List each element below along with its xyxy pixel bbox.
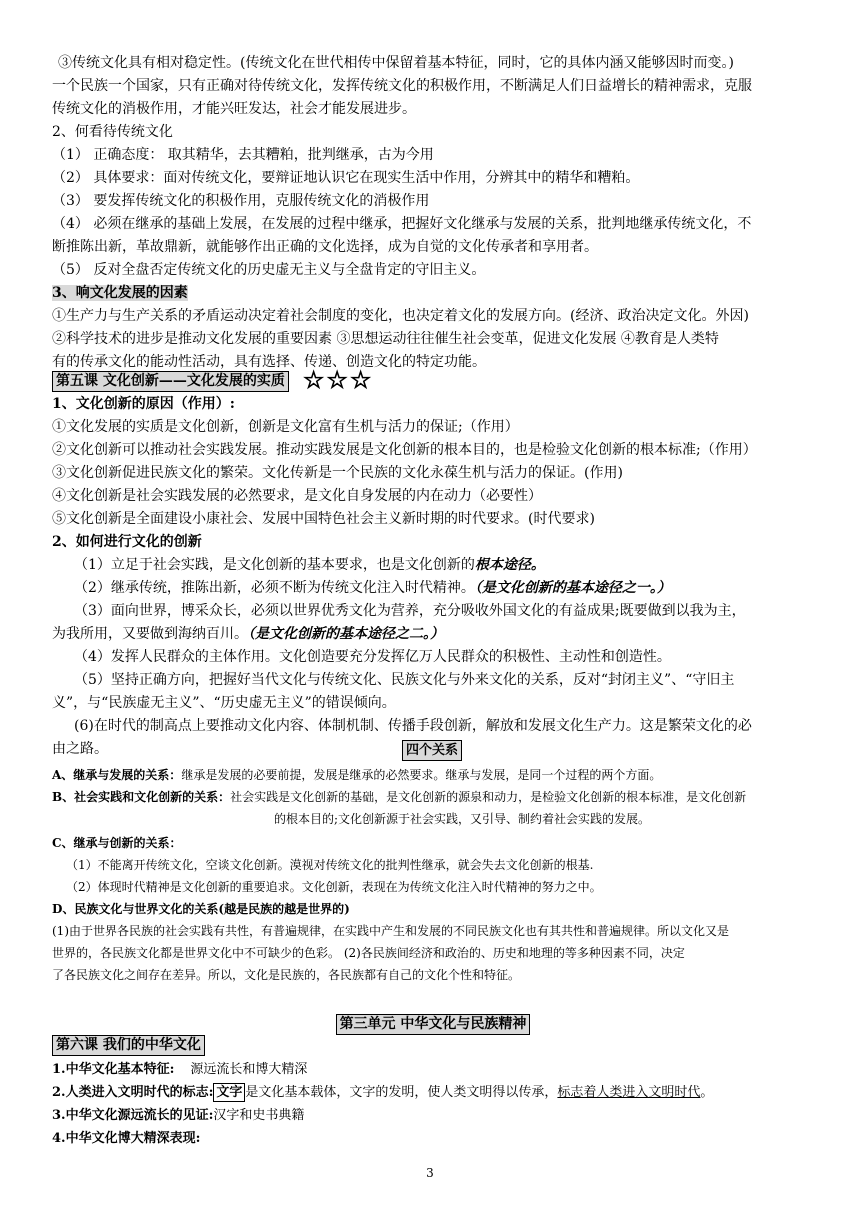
lesson5-title: 第五课 文化创新——文化发展的实质: [52, 371, 289, 392]
list-heading: D、民族文化与世界文化的关系(越是民族的越是世界的): [52, 902, 350, 916]
paragraph: ③传统文化具有相对稳定性。(传统文化在世代相传中保留着基本特征，同时，它的具体内涵又能够因时而变。): [58, 55, 734, 71]
four-relationships-title: 四个关系: [402, 740, 462, 761]
list-item: 3.中华文化源远流长的见证:汉字和史书典籍: [52, 1108, 305, 1123]
list-item: （2） 具体要求：面对传统文化，要辩证地认识它在现实生活中作用，分辨其中的精华和糟粕。: [52, 170, 640, 186]
list-item: 有的传承文化的能动性活动，具有选择、传递、创造文化的特定功能。: [52, 354, 486, 370]
section-heading: 2、何看待传统文化: [52, 124, 173, 140]
list-item: 2.人类进入文明时代的标志: 文字 是文化基本载体，文字的发明，使人类文明得以传承，标志着人类进入文明时代。: [52, 1085, 714, 1100]
list-item: ③文化创新促进民族文化的繁荣。文化传新是一个民族的文化永葆生机与活力的保证。(作用): [52, 465, 623, 481]
lesson-title: [52, 365, 812, 394]
list-item: （5） 反对全盘否定传统文化的历史虚无主义与全盘肯定的守旧主义。: [52, 262, 486, 278]
list-item: （2）体现时代精神是文化创新的重要追求。文化创新，表现在为传统文化注入时代精神的努力之中。: [66, 880, 602, 894]
lesson-title-row: [52, 1034, 812, 1058]
traditional-culture-section: [52, 52, 812, 374]
list-item: （5）坚持正确方向，把握好当代文化与传统文化、民族文化与外来文化的关系，反对“封闭主义”、“守旧主: [74, 672, 735, 688]
list-item: 世界的，各民族文化都是世界文化中不可缺少的色彩。 (2)各民族间经济和政治的、历史和地理的等多种因素不同，决定: [52, 946, 685, 960]
list-item: 1.中华文化基本特征: 源远流长和博大精深: [52, 1062, 308, 1077]
list-item: ②科学技术的进步是推动文化发展的重要因素 ③思想运动往往催生社会变革，促进文化发展 ④教育是人类特: [52, 331, 719, 347]
box-title-row: [52, 740, 812, 764]
list-item: （1）立足于社会实践，是文化创新的基本要求，也是文化创新的根本途径。: [74, 557, 545, 573]
list-item: （1）不能离开传统文化，空谈文化创新。漠视对传统文化的批判性继承，就会失去文化创新的根基.: [66, 858, 594, 872]
unit-title-row: [0, 1014, 860, 1035]
list-item: (6)在时代的制高点上要推动文化内容、体制机制、传播手段创新，解放和发展文化生产力。这是繁荣文化的必: [74, 718, 752, 734]
list-item: 的根本目的;文化创新源于社会实践，又引导、制约着社会实践的发展。: [274, 812, 651, 826]
list-item: （2）继承传统，推陈出新，必须不断为传统文化注入时代精神。（是文化创新的基本途径之一。）: [74, 580, 671, 596]
list-item: 4.中华文化博大精深表现:: [52, 1131, 201, 1146]
list-item: ①生产力与生产关系的矛盾运动决定着社会制度的变化，也决定着文化的发展方向。(经济、政治决定文化。外因): [52, 308, 749, 324]
list-item: （1） 正确态度： 取其精华，去其糟粕，批判继承，古为今用: [52, 147, 434, 163]
list-item: ②文化创新可以推动社会实践发展。推动实践发展是文化创新的根本目的，也是检验文化创新的根本标准;（作用）: [52, 442, 757, 458]
section-heading: 3、响文化发展的因素: [52, 285, 188, 301]
list-item: 为我所用，又要做到海纳百川。（是文化创新的基本途径之二。）: [52, 626, 444, 642]
section-heading: 1、文化创新的原因（作用）:: [52, 396, 235, 412]
list-item: ⑤文化创新是全面建设小康社会、发展中国特色社会主义新时期的时代要求。(时代要求): [52, 511, 595, 527]
lesson6-title: 第六课 我们的中华文化: [52, 1035, 205, 1056]
highlight-box: 文字: [213, 1083, 245, 1102]
list-item: 了各民族文化之间存在差异。所以，文化是民族的，各民族都有自己的文化个性和特征。: [52, 968, 521, 982]
list-item: ①文化发展的实质是文化创新，创新是文化富有生机与活力的保证;（作用）: [52, 419, 519, 435]
paragraph: 传统文化的消极作用，才能兴旺发达，社会才能发展进步。: [52, 101, 416, 117]
list-item: B、社会实践和文化创新的关系：社会实践是文化创新的基础，是文化创新的源泉和动力，是检验文化创新的根本标准，是文化创新: [52, 790, 747, 804]
paragraph: 一个民族一个国家，只有正确对待传统文化，发挥传统文化的积极作用，不断满足人们日益增长的精神需求，克服: [52, 78, 752, 94]
list-item: A、继承与发展的关系：继承是发展的必要前提，发展是继承的必然要求。继承与发展，是同一个过程的两个方面。: [52, 768, 662, 782]
lesson5-section: [52, 365, 812, 761]
list-item: （3）面向世界，博采众长，必须以世界优秀文化为营养，充分吸收外国文化的有益成果;既要做到以我为主，: [74, 603, 746, 619]
lesson6-section: [52, 1034, 812, 1150]
list-item: ④文化创新是社会实践发展的必然要求，是文化自身发展的内在动力（必要性）: [52, 488, 542, 504]
list-item: （3） 要发挥传统文化的积极作用，克服传统文化的消极作用: [52, 193, 430, 209]
section-heading: 2、如何进行文化的创新: [52, 534, 202, 550]
unit3-title: 第三单元 中华文化与民族精神: [336, 1014, 531, 1035]
list-heading: C、继承与创新的关系：: [52, 836, 182, 850]
star-rating-icon: ☆☆☆: [302, 365, 374, 394]
list-item: （4） 必须在继承的基础上发展，在发展的过程中继承，把握好文化继承与发展的关系，批判地继承传统文化，不: [52, 216, 752, 232]
list-item: 由之路。: [52, 741, 108, 757]
list-item: 断推陈出新，革故鼎新，就能够作出正确的文化选择，成为自觉的文化传承者和享用者。: [52, 239, 598, 255]
four-relationships-section: [52, 740, 812, 986]
list-item: (1)由于世界各民族的社会实践有共性，有普遍规律，在实践中产生和发展的不同民族文化也有其共性和普遍规律。所以文化又是: [52, 924, 730, 938]
list-item: （4）发挥人民群众的主体作用。文化创造要充分发挥亿万人民群众的积极性、主动性和创造性。: [74, 649, 671, 665]
page-number: 3: [426, 1166, 434, 1180]
list-item: 义”，与“民族虚无主义”、“历史虚无主义”的错误倾向。: [52, 695, 396, 711]
